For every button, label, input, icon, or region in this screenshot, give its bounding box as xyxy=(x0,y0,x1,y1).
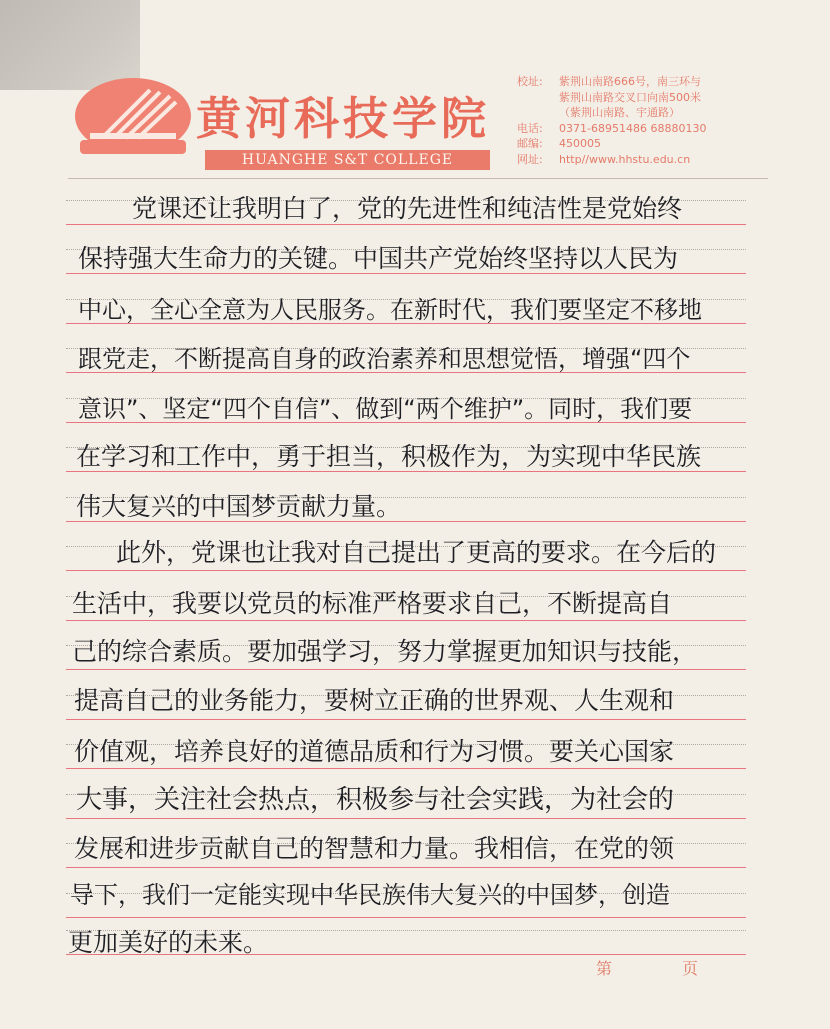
contact-block xyxy=(517,74,762,167)
contact-row xyxy=(517,121,762,137)
school-name-en: HUANGHE S&T COLLEGE xyxy=(241,152,454,168)
text-line: 保持强大生命力的关键。中国共产党始终坚持以人民为 xyxy=(78,244,679,273)
text-line: 伟大复兴的中国梦贡献力量。 xyxy=(76,492,402,521)
text-line: 导下，我们一定能实现中华民族伟大复兴的中国梦，创造 xyxy=(70,881,670,909)
contact-label: 网址: xyxy=(517,152,543,166)
contact-label xyxy=(517,105,559,121)
text-line: 提高自己的业务能力，要树立正确的世界观、人生观和 xyxy=(74,686,675,715)
text-line: 生活中，我要以党员的标准严格要求自己，不断提高自 xyxy=(72,589,673,618)
contact-label: 电话: xyxy=(517,121,543,135)
text-line: 价值观，培养良好的道德品质和行为习惯。要关心国家 xyxy=(74,737,675,766)
text-line: 中心，全心全意为人民服务。在新时代，我们要坚定不移地 xyxy=(78,296,702,324)
contact-value: 紫荆山南路666号，南三环与 xyxy=(559,75,701,88)
text-line: 意识”、坚定“四个自信”、做到“两个维护”。同时，我们要 xyxy=(78,395,693,423)
contact-label: 校址: xyxy=(517,75,543,88)
text-line: 跟党走，不断提高自身的政治素养和思想觉悟，增强“四个 xyxy=(78,345,691,373)
text-line: 更加美好的未来。 xyxy=(68,928,269,957)
text-line: 己的综合素质。要加强学习，努力掌握更加知识与技能， xyxy=(72,637,698,666)
college-logo-icon xyxy=(72,76,194,164)
contact-value: 紫荆山南路交叉口向南500米 xyxy=(559,90,701,104)
text-line: 发展和进步贡献自己的智慧和力量。我相信，在党的领 xyxy=(74,834,675,863)
text-line: 大事，关注社会热点，积极参与社会实践，为社会的 xyxy=(76,785,675,815)
contact-value: http//www.hhstu.edu.cn xyxy=(559,152,691,166)
ruled-line xyxy=(66,917,746,918)
school-name-cn: 黄河科技学院 xyxy=(196,92,491,145)
contact-label xyxy=(517,90,559,106)
contact-row xyxy=(517,152,762,168)
contact-value: 450005 xyxy=(559,137,601,150)
text-line: 此外，党课也让我对自己提出了更高的要求。在今后的 xyxy=(66,538,717,567)
contact-label: 邮编: xyxy=(517,137,543,150)
contact-row xyxy=(517,105,762,121)
footer-di-label: 第 xyxy=(596,959,613,978)
contact-value: （紫荆山南路、宇通路） xyxy=(559,106,680,119)
contact-row xyxy=(517,90,762,106)
contact-row xyxy=(517,136,762,152)
contact-value: 0371-68951486 68880130 xyxy=(559,121,707,135)
footer-page-label: 页 xyxy=(682,959,699,978)
page-footer xyxy=(596,956,699,979)
text-line: 在学习和工作中，勇于担当，积极作为，为实现中华民族 xyxy=(76,442,702,471)
text-line: 党课还让我明白了，党的先进性和纯洁性是党始终 xyxy=(82,194,683,223)
contact-row xyxy=(517,74,762,90)
